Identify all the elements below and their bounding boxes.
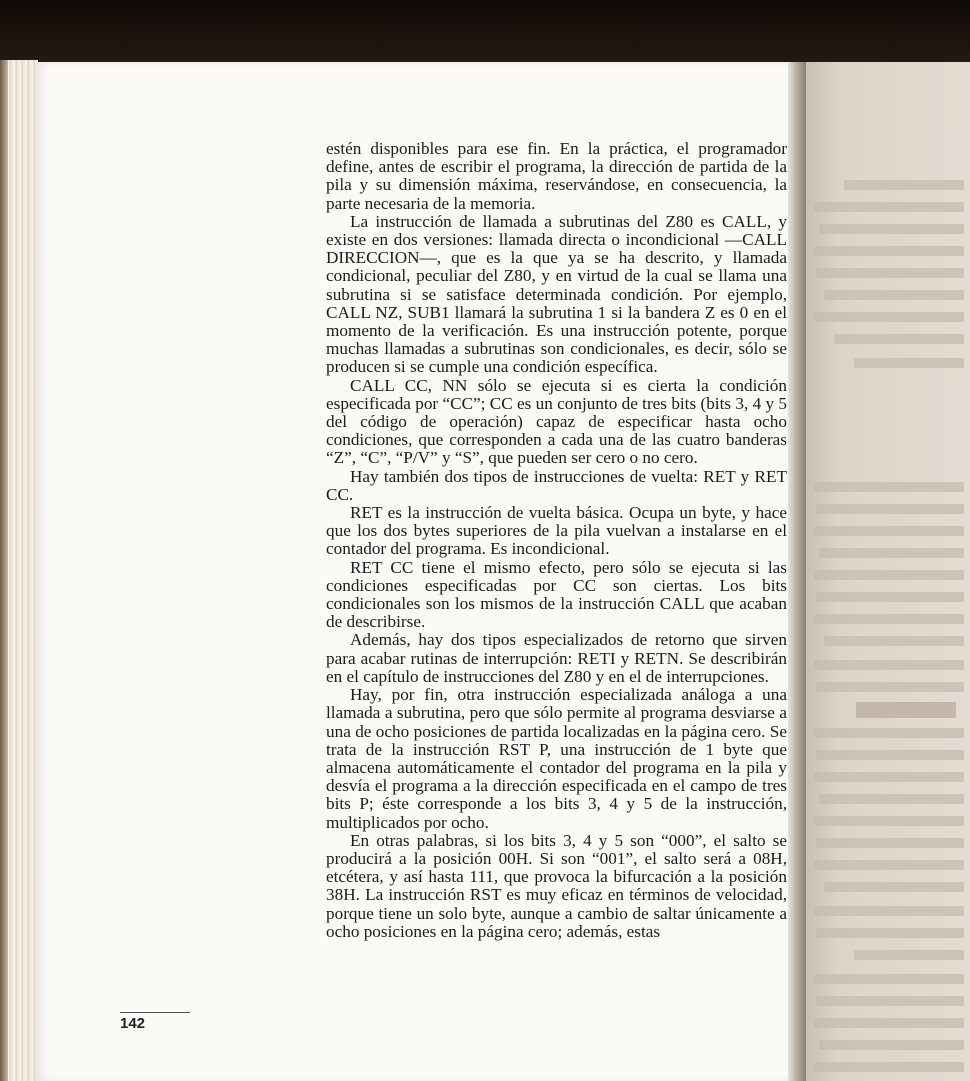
page-number-rule: [120, 1012, 190, 1013]
facing-page-bleed: [806, 62, 970, 1081]
paragraph-4: Hay también dos tipos de instrucciones de vuelta: RET y RET CC.: [326, 466, 787, 504]
paragraph-7: Además, hay dos tipos especializados de retorno que sirven para acabar rutinas de interrupción: RETI y RETN. Se describirán en el capítulo de instrucciones del Z80 y en el de interrupciones.: [326, 630, 787, 686]
paragraph-8: Hay, por fin, otra instrucción especializada análoga a una llamada a subrutina, pero que sólo permite al programa desviarse a una de ocho posiciones de partida localizadas en la página cero. Se trata de la instrucción RST P, una instrucción de 1 byte que almacena automáticamente el contador del programa en la pila y desvía el programa a la dirección especificada en el campo de tres bits P; éste corresponde a los bits 3, 4 y 5 de la instrucción, multiplicados por ocho.: [326, 685, 787, 832]
paragraph-3: CALL CC, NN sólo se ejecuta si es cierta la condición especificada por “CC”; CC es un conjunto de tres bits (bits 3, 4 y 5 del código de operación) capaz de especificar hasta ocho condiciones, que corresponden a cada una de las cuatro banderas “Z”, “C”, “P/V” y “S”, que pueden ser cero o no cero.: [326, 375, 787, 468]
background-top: [0, 0, 970, 62]
page-edge-shadow: [0, 60, 8, 1081]
paragraph-5: RET es la instrucción de vuelta básica. Ocupa un byte, y hace que los dos bytes superiores de la pila vuelvan a instalarse en el contador del programa. Es incondicional.: [326, 503, 787, 559]
book-gutter: [788, 62, 808, 1081]
paragraph-2: La instrucción de llamada a subrutinas del Z80 es CALL, y existe en dos versiones: llamada directa o incondicional —CALL DIRECCION—, que es la que ya se ha descrito, y llamada condicional, peculiar del Z80, y en virtud de la cual se llama una subrutina si se satisface determinada condición. Por ejemplo, CALL NZ, SUB1 llamará la subrutina 1 si la bandera Z es 0 en el momento de la verificación. Es una instrucción potente, porque muchas llamadas a subrutinas son condicionales, es decir, sólo se producen si se cumple una condición específica.: [326, 211, 787, 377]
body-text: [326, 140, 787, 941]
paragraph-9: En otras palabras, si los bits 3, 4 y 5 son “000”, el salto se producirá a la posición 00H. Si son “001”, el salto será a 08H, etcétera, y así hasta 111, que provoca la bifurcación a la posición 38H. La instrucción RST es muy eficaz en términos de velocidad, porque tiene un solo byte, aunque a cambio de saltar únicamente a ocho posiciones en la página cero; además, estas: [326, 830, 787, 941]
page-number: 142: [120, 1015, 146, 1032]
paragraph-6: RET CC tiene el mismo efecto, pero sólo se ejecuta si las condiciones especificadas por CC son ciertas. Los bits condicionales son los mismos de la instrucción CALL que acaban de describirse.: [326, 557, 787, 632]
paragraph-1: estén disponibles para ese fin. En la práctica, el programador define, antes de escribir el programa, la dirección de partida de la pila y su dimensión máxima, reservándose, en consecuencia, la parte necesaria de la memoria.: [326, 139, 787, 213]
